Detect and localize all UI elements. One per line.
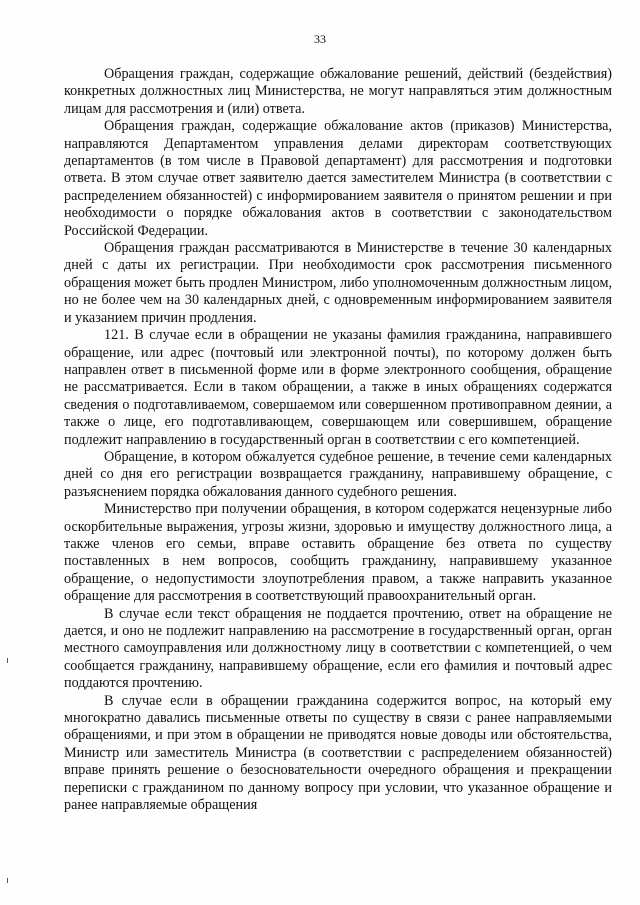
paragraph-repeated-appeals: В случае если в обращении гражданина содержится вопрос, на который ему многократно давались письменные ответы по существу в связи с ранее направляемыми обращениями, и при этом в обращении не приводятся новые доводы или обстоятельства, Министр или заместитель Министра (в соответствии с распределением обязанностей) вправе принять решение о безосновательности очередного обращения и прекращении переписки с гражданином по данному вопросу при условии, что указанное обращение и ранее направляемые обращения	[64, 692, 612, 814]
paragraph-offensive-appeals: Министерство при получении обращения, в котором содержатся нецензурные либо оскорбительные выражения, угрозы жизни, здоровью и имуществу должностного лица, а также членов его семьи, вправе оставить обращение без ответа по существу поставленных в нем вопросов, сообщить гражданину, направившему указанное обращение, о недопустимости злоупотребления правом, а также направить указанное обращение для рассмотрения в соответствующий правоохранительный орган.	[64, 501, 612, 605]
paragraph-appeals-against-acts: Обращения граждан, содержащие обжалование актов (приказов) Министерства, направляются Департаментом управления делами директорам соответствующих департаментов (в том числе в Правовой департамент) для рассмотрения и подготовки ответа. В этом случае ответ заявителю дается заместителем Министра (в соответствии с распределением обязанностей) с информированием заявителя о принятом решении и при необходимости о порядке обжалования актов в соответствии с законодательством Российской Федерации.	[64, 118, 612, 239]
page-number: 33	[314, 32, 326, 46]
paragraph-review-period: Обращения граждан рассматриваются в Министерстве в течение 30 календарных дней с даты их регистрации. При необходимости срок рассмотрения письменного обращения может быть продлен Министром, либо уполномоченным должностным лицом, но не более чем на 30 календарных дней, с одновременным информированием заявителя и указанием причин продления.	[64, 240, 612, 326]
body-text	[64, 66, 612, 814]
paragraph-appeals-against-officials: Обращения граждан, содержащие обжалование решений, действий (бездействия) конкретных должностных лиц Министерства, не могут направляться этим должностным лицам для рассмотрения и (или) ответа.	[64, 66, 612, 117]
paragraph-121-anonymous-appeals: 121. В случае если в обращении не указаны фамилия гражданина, направившего обращение, или адрес (почтовый или электронной почты), по которому должен быть направлен ответ в письменной форме или в форме электронного сообщения, обращение не рассматривается. Если в таком обращении, а также в иных обращениях содержатся сведения о подготавливаемом, совершаемом или совершенном противоправном деянии, а также о лице, его подготавливающем, совершающем или совершившем, обращение подлежит направлению в государственный орган в соответствии с его компетенцией.	[64, 327, 612, 448]
scan-edge-mark	[7, 658, 8, 663]
paragraph-court-decision-appeals: Обращение, в котором обжалуется судебное решение, в течение семи календарных дней со дня его регистрации возвращается гражданину, направившему обращение, с разъяснением порядка обжалования данного судебного решения.	[64, 448, 612, 500]
paragraph-unreadable-appeals: В случае если текст обращения не поддается прочтению, ответ на обращение не дается, и оно не подлежит направлению на рассмотрение в государственный орган, орган местного самоуправления или должностному лицу в соответствии с компетенцией, о чем сообщается гражданину, направившему обращение, если его фамилия и почтовый адрес поддаются прочтению.	[64, 605, 612, 692]
scan-edge-mark	[7, 878, 8, 883]
